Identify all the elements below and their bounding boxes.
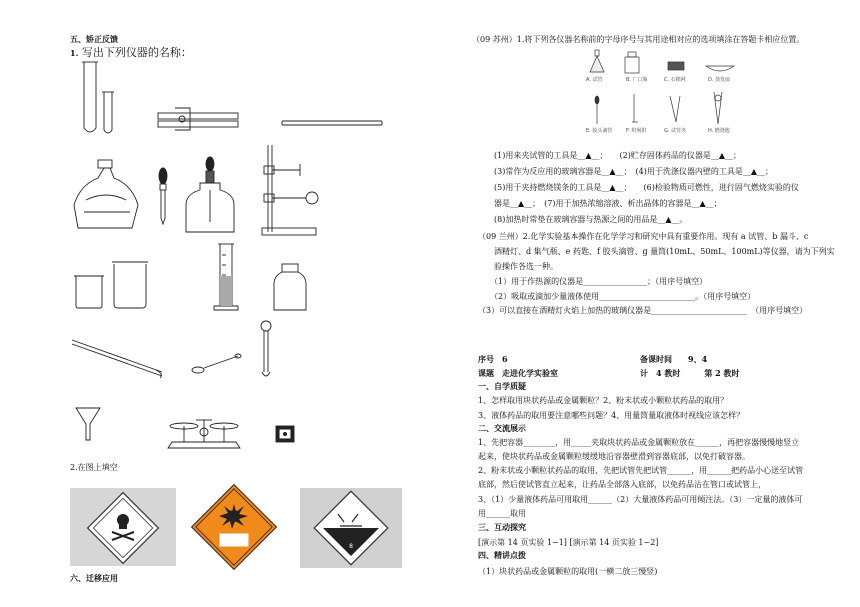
q2-label: 2.在图上填空 [70,463,118,472]
dropper-icon [595,96,599,124]
lanzhou-line-2: 酒精灯、d 集气瓶、e 药匙、f 胶头滴管、g 量筒(10mL、50mL、100mL)等仪器，请为下列实 [494,247,835,256]
section3-line-1: [演示第 14 页实验 1~1] [演示第 14 页实验 1~2] [478,538,659,547]
instrument-label-b: B. 广口瓶 [626,77,648,83]
section2-line-3: 2、粉末状或小颗粒状药品的取用，先把试管先把试管______，用______把药品小心送至试管 [478,466,804,475]
question-line-3: (5)用于夹持燃烧镁条的工具是__▲__； (6)检验物质可燃性，进行固气燃烧实验的仪 [494,183,799,192]
lanzhou-line-1: （09 兰州）2.化学实验基本操作在化学学习和研究中具有重要作用。现有 a 试管、b 漏斗、c [478,232,809,241]
combustion-spoon-icon [632,94,638,122]
crucible-tongs-icon [714,92,722,124]
instrument-label-c: C. 石棉网 [664,77,686,83]
instrument-label-d: D. 蒸发皿 [708,77,731,83]
q1-text: 写出下列仪器的名称： [81,46,192,59]
instrument-label-f: F. 坩埚钳 [626,128,647,134]
lanzhou-q2: （2）吸取或滴加少量液体使用________________________。（用序号填空） [490,292,756,301]
suzhou-intro: （09 苏州）1.将下列各仪器名称前的字母序号与其用途相对应的选项填涂在答题卡相应位置。 [472,35,805,44]
lanzhou-line-3: 验操作各选一种。 [494,262,558,271]
section2-line-5: 3、（1）少量液体药品可用取用______（2）大量液体药品可用倾注法。（3）一定量的液体可 [478,495,803,504]
section2-line-2: 起来，使块状药品或金属颗粒缓缓地沿容器壁滑到容器底部，以免打破容器。 [478,452,750,461]
section2-line-1: 1、先把容器________，用_____夹取块状药品或金属颗粒放在______，再把容器慢慢地竖立 [478,438,800,447]
section2-heading: 二、交流展示 [478,423,526,433]
question-line-1: (1)用来夹试管的工具是__▲__； (2)贮存固体药品的仪器是__▲__； [494,151,741,160]
test-tube-holder-icon [670,96,680,122]
instrument-label-h: H. 燃烧匙 [708,128,730,134]
question-line-4: 器是__▲__； (7)用于加热浓缩溶液、析出晶体的容器是__▲__； [494,199,722,208]
lanzhou-q1: （1）用于作热源的仪器是________________；（用序号填空） [490,277,708,286]
asbestos-gauze-icon [668,62,684,70]
section2-line-4: 底部，然后使试管直立起来，让药品全部落入底部，以免药品沾在管口或试管上， [478,480,766,489]
lesson-topic: 课题 走进化学实验室 [478,368,558,378]
svg-text:8: 8 [349,543,353,550]
lanzhou-q3: （3）可以直接在酒精灯火焰上加热的玻璃仪器是________________________ （用序号填空） [478,306,808,315]
question-line-5: (8)加热时常垫在玻璃容器与热源之间的用品是__▲__。 [494,215,688,224]
section4-heading: 四、精讲点拨 [478,550,526,560]
section1-heading: 一、自学质疑 [478,381,526,391]
q1-number: 1. [70,48,79,58]
section4-line-1: （1）块状药品或金属颗粒的取用(一横二放三慢竖) [478,567,658,576]
question-line-2: (3)常作为反应用的玻璃容器是__▲__； (4)用于洗涤仪器内壁的工具是__▲__； [494,167,773,176]
section1-q1: 1、怎样取用块状药品或金属颗粒？2、粉末状或小颗粒状药品的取用？ [478,396,729,405]
section1-q2: 3、液体药品的取用要注意哪些问题？4、用量筒量取液体时视线应该怎样？ [478,411,745,420]
test-tube-icon [590,50,604,72]
instrument-label-a: A. 试管 [586,77,603,83]
section6-heading: 六、迁移应用 [70,573,118,583]
evaporating-dish-icon [706,66,734,71]
lesson-number: 序号 6 [478,354,508,364]
section5-heading: 五、矫正反馈 [70,34,118,44]
prep-time: 备课时间 9、4 [640,354,708,364]
instrument-label-e: E. 胶头滴管 [586,128,613,134]
instrument-label-g: G. 试管夹 [664,128,687,134]
section3-heading: 三、互动探究 [478,522,526,532]
lesson-periods: 计 4 教时 第 2 教时 [640,368,740,378]
section2-line-6: 用______取用 [478,509,526,518]
wide-mouth-bottle-icon [625,52,639,73]
